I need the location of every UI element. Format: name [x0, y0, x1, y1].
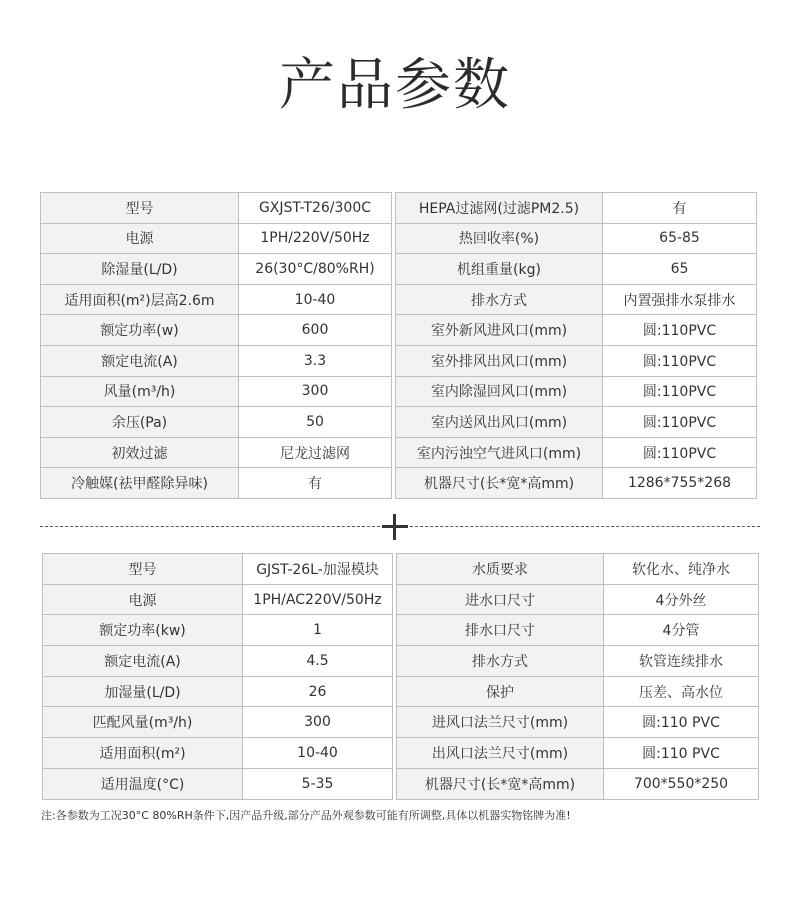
spec-value-left: 有	[239, 468, 392, 499]
spec-label-right: 排水口尺寸	[397, 615, 604, 646]
spec-label-left: 冷触媒(祛甲醛除异味)	[41, 468, 239, 499]
spec-label-left: 电源	[41, 223, 239, 254]
spec-value-right: 65	[603, 254, 757, 285]
spec-label-right: 进风口法兰尺寸(mm)	[397, 707, 604, 738]
plus-icon	[380, 512, 410, 542]
table-row	[41, 315, 757, 346]
spec-label-left: 额定电流(A)	[43, 646, 243, 677]
spec-label-left: 初效过滤	[41, 437, 239, 468]
spec-label-left: 除湿量(L/D)	[41, 254, 239, 285]
separator-line-right	[410, 526, 760, 527]
spec-label-right: 进水口尺寸	[397, 584, 604, 615]
spec-label-right: 热回收率(%)	[396, 223, 603, 254]
table-row	[43, 646, 759, 677]
spec-label-right: 室内污浊空气进风口(mm)	[396, 437, 603, 468]
spec-value-left: 26(30°C/80%RH)	[239, 254, 392, 285]
spec-value-left: 10-40	[239, 284, 392, 315]
spec-value-right: 压差、高水位	[604, 676, 759, 707]
table-row	[41, 223, 757, 254]
table-row	[41, 437, 757, 468]
table-row	[43, 615, 759, 646]
spec-label-left: 额定功率(w)	[41, 315, 239, 346]
spec-label-left: 额定功率(kw)	[43, 615, 243, 646]
spec-value-left: 尼龙过滤网	[239, 437, 392, 468]
spec-value-left: 300	[239, 376, 392, 407]
table-row	[41, 407, 757, 438]
table-row	[43, 584, 759, 615]
dehumidifier-spec-table	[40, 192, 757, 499]
table-row	[41, 468, 757, 499]
spec-value-left: 300	[243, 707, 393, 738]
spec-label-left: 适用面积(m²)	[43, 738, 243, 769]
table-row	[43, 707, 759, 738]
table-row	[41, 193, 757, 224]
spec-value-left: 10-40	[243, 738, 393, 769]
spec-label-right: 室外新风进风口(mm)	[396, 315, 603, 346]
spec-label-left: 额定电流(A)	[41, 345, 239, 376]
table-row	[41, 284, 757, 315]
spec-value-left: GXJST-T26/300C	[239, 193, 392, 224]
footnote: 注:各参数为工况30°C 80%RH条件下,因产品升级,部分产品外观参数可能有所调整,具体以机器实物铭牌为准!	[41, 809, 571, 822]
spec-label-left: 加湿量(L/D)	[43, 676, 243, 707]
spec-label-right: 机器尺寸(长*宽*高mm)	[396, 468, 603, 499]
spec-label-right: 室外排风出风口(mm)	[396, 345, 603, 376]
spec-label-right: 室内送风出风口(mm)	[396, 407, 603, 438]
spec-value-right: 圆:110PVC	[603, 407, 757, 438]
spec-label-left: 匹配风量(m³/h)	[43, 707, 243, 738]
table-row	[41, 254, 757, 285]
spec-label-left: 余压(Pa)	[41, 407, 239, 438]
table-row	[41, 376, 757, 407]
spec-value-right: 圆:110 PVC	[604, 707, 759, 738]
spec-label-left: 适用面积(m²)层高2.6m	[41, 284, 239, 315]
spec-value-left: 600	[239, 315, 392, 346]
spec-value-right: 软化水、纯净水	[604, 554, 759, 585]
spec-label-left: 风量(m³/h)	[41, 376, 239, 407]
spec-label-right: 室内除湿回风口(mm)	[396, 376, 603, 407]
spec-value-right: 有	[603, 193, 757, 224]
spec-value-right: 4分管	[604, 615, 759, 646]
spec-value-left: 1PH/AC220V/50Hz	[243, 584, 393, 615]
spec-value-right: 700*550*250	[604, 768, 759, 799]
table-row	[43, 738, 759, 769]
spec-label-left: 型号	[41, 193, 239, 224]
humidifier-spec-table	[42, 553, 759, 800]
spec-value-right: 圆:110PVC	[603, 437, 757, 468]
spec-value-right: 软管连续排水	[604, 646, 759, 677]
spec-value-right: 圆:110PVC	[603, 376, 757, 407]
spec-value-left: 3.3	[239, 345, 392, 376]
spec-label-right: 出风口法兰尺寸(mm)	[397, 738, 604, 769]
spec-label-right: 机器尺寸(长*宽*高mm)	[397, 768, 604, 799]
spec-label-right: 水质要求	[397, 554, 604, 585]
spec-value-right: 内置强排水泵排水	[603, 284, 757, 315]
page-title: 产品参数	[279, 53, 511, 118]
spec-value-left: GJST-26L-加湿模块	[243, 554, 393, 585]
spec-label-right: 机组重量(kg)	[396, 254, 603, 285]
spec-value-left: 1PH/220V/50Hz	[239, 223, 392, 254]
spec-label-left: 电源	[43, 584, 243, 615]
spec-value-left: 26	[243, 676, 393, 707]
spec-value-left: 4.5	[243, 646, 393, 677]
spec-value-left: 50	[239, 407, 392, 438]
separator-line-left	[40, 526, 380, 527]
spec-label-left: 型号	[43, 554, 243, 585]
spec-label-right: 排水方式	[396, 284, 603, 315]
table-row	[41, 345, 757, 376]
spec-label-left: 适用温度(°C)	[43, 768, 243, 799]
table-row	[43, 768, 759, 799]
spec-value-right: 1286*755*268	[603, 468, 757, 499]
table-row	[43, 676, 759, 707]
spec-label-right: 保护	[397, 676, 604, 707]
spec-label-right: 排水方式	[397, 646, 604, 677]
spec-value-right: 圆:110 PVC	[604, 738, 759, 769]
spec-value-left: 5-35	[243, 768, 393, 799]
spec-value-right: 4分外丝	[604, 584, 759, 615]
spec-value-right: 圆:110PVC	[603, 345, 757, 376]
spec-label-right: HEPA过滤网(过滤PM2.5)	[396, 193, 603, 224]
spec-value-left: 1	[243, 615, 393, 646]
table-row	[43, 554, 759, 585]
spec-value-right: 65-85	[603, 223, 757, 254]
spec-value-right: 圆:110PVC	[603, 315, 757, 346]
